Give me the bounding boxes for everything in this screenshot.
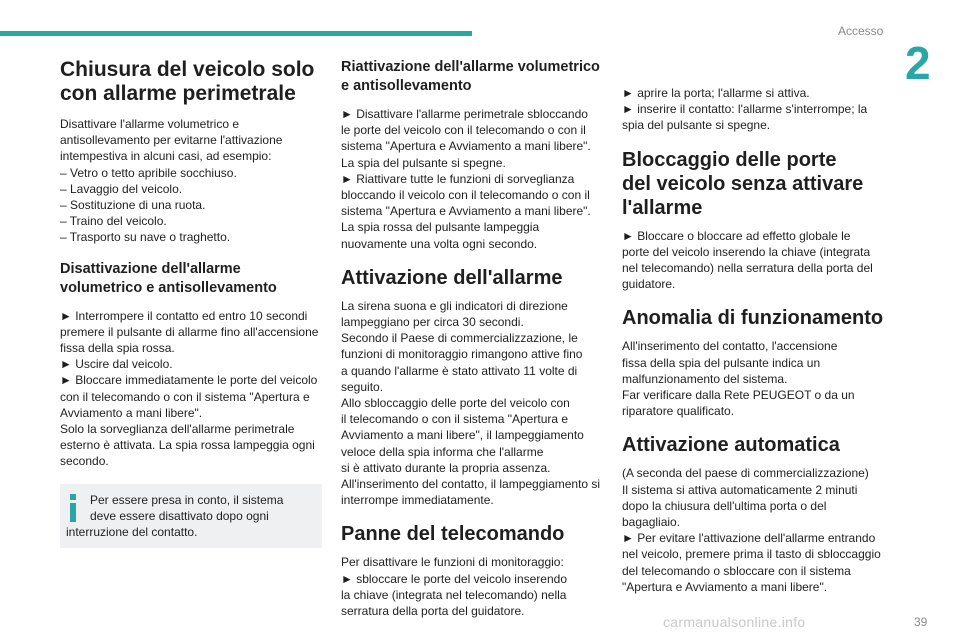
paragraph-attivazione: La sirena suona e gli indicatori di direzione lampeggiano per circa 30 secondi. Secondo il Paese di commercializzazione, le funzioni di monitoraggio rimangono attive fino a quando l'allarme è stato attivato 11 volte di seguito. Allo sbloccaggio delle porte del veicolo con il telecomando o con il sistema "Apertura e Avviamento a mani libere", il lampeggiamento veloce della spia informa che l'allarme si è attivato durante la propria assenza. All'inserimento del contatto, il lampeggiamento si interrompe immediatamente. — [341, 298, 601, 508]
column-right — [622, 85, 887, 609]
heading-attivazione-allarme: Attivazione dell'allarme — [341, 266, 563, 289]
paragraph-continuation: ► aprire la porta; l'allarme si attiva. ► inserire il contatto: l'allarme s'interrompe; la spia del pulsante si spegne. — [622, 86, 868, 133]
paragraph-bloccaggio: ► Bloccare o bloccare ad effetto globale le porte del veicolo inserendo la chiave (integrata nel telecomando) nella serratura della porta del guidatore. — [622, 228, 873, 292]
heading-panne-telecomando: Panne del telecomando — [341, 523, 565, 546]
info-icon — [68, 494, 78, 522]
heading-chiusura: Chiusura del veicolo solo con allarme perimetrale — [60, 58, 315, 105]
paragraph-intro: Disattivare l'allarme volumetrico e antisollevamento per evitarne l'attivazione intempestiva in alcuni casi, ad esempio: – Vetro o tetto apribile socchiuso. – Lavaggio del veicolo. – Sostituzione di una ruota. – Traino del veicolo. – Trasporto su nave o traghetto. — [60, 117, 283, 245]
header-accent-bar — [0, 31, 472, 36]
heading-disattivazione: Disattivazione dell'allarme volumetrico e antisollevamento — [60, 260, 277, 296]
page-number: 39 — [914, 615, 928, 629]
watermark: carmanualsonline.info — [663, 614, 806, 630]
paragraph-riattivazione: ► Disattivare l'allarme perimetrale sbloccando le porte del veicolo con il telecomando o con il sistema "Apertura e Avviamento a mani libere". La spia del pulsante si spegne. ► Riattivare tutte le funzioni di sorveglianza bloccando il veicolo con il telecomando o con il sistema "Apertura e Avviamento a mani libere". La spia rossa del pulsante lampeggia nuovamente una volta ogni secondo. — [341, 107, 591, 251]
heading-bloccaggio: Bloccaggio delle porte del veicolo senza attivare l'allarme — [622, 148, 864, 219]
section-title: Accesso — [838, 24, 884, 38]
heading-attivazione-automatica: Attivazione automatica — [622, 434, 840, 457]
paragraph-panne: Per disattivare le funzioni di monitoraggio: ► sbloccare le porte del veicolo inserendo la chiave (integrata nel telecomando) nella serratura della porta del guidatore. — [341, 555, 568, 619]
heading-anomalia: Anomalia di funzionamento — [622, 307, 884, 330]
info-text-first: Per essere presa in conto, il sistema deve essere disattivato dopo ogni — [90, 492, 284, 523]
info-text-last: interruzione del contatto. — [66, 525, 198, 540]
column-middle — [341, 58, 605, 633]
paragraph-disattivazione: ► Interrompere il contatto ed entro 10 secondi premere il pulsante di allarme fino all'accensione fissa della spia rossa. ► Uscire dal veicolo. ► Bloccare immediatamente le porte del veicolo con il telecomando o con il sistema "Apertura e Avviamento a mani libere". Solo la sorveglianza dell'allarme perimetrale esterno è attivata. La spia rossa lampeggia ogni secondo. — [60, 308, 319, 469]
chapter-number: 2 — [905, 37, 931, 89]
info-box — [60, 484, 322, 549]
paragraph-anomalia: All'inserimento del contatto, l'accensione fissa della spia del pulsante indica un malfunzionamento del sistema. Far verificare dalla Rete PEUGEOT o da un riparatore qualificato. — [622, 339, 855, 419]
column-left — [60, 58, 322, 548]
paragraph-automatica: (A seconda del paese di commercializzazione) Il sistema si attiva automaticamente 2 minuti dopo la chiusura dell'ultima porta o del bagagliaio. ► Per evitare l'attivazione dell'allarme entrando nel veicolo, premere prima il tasto di sbloccaggio del telecomando o sbloccare con il sistema "Apertura e Avviamento a mani libere". — [622, 466, 881, 594]
heading-riattivazione: Riattivazione dell'allarme volumetrico e antisollevamento — [341, 59, 600, 94]
